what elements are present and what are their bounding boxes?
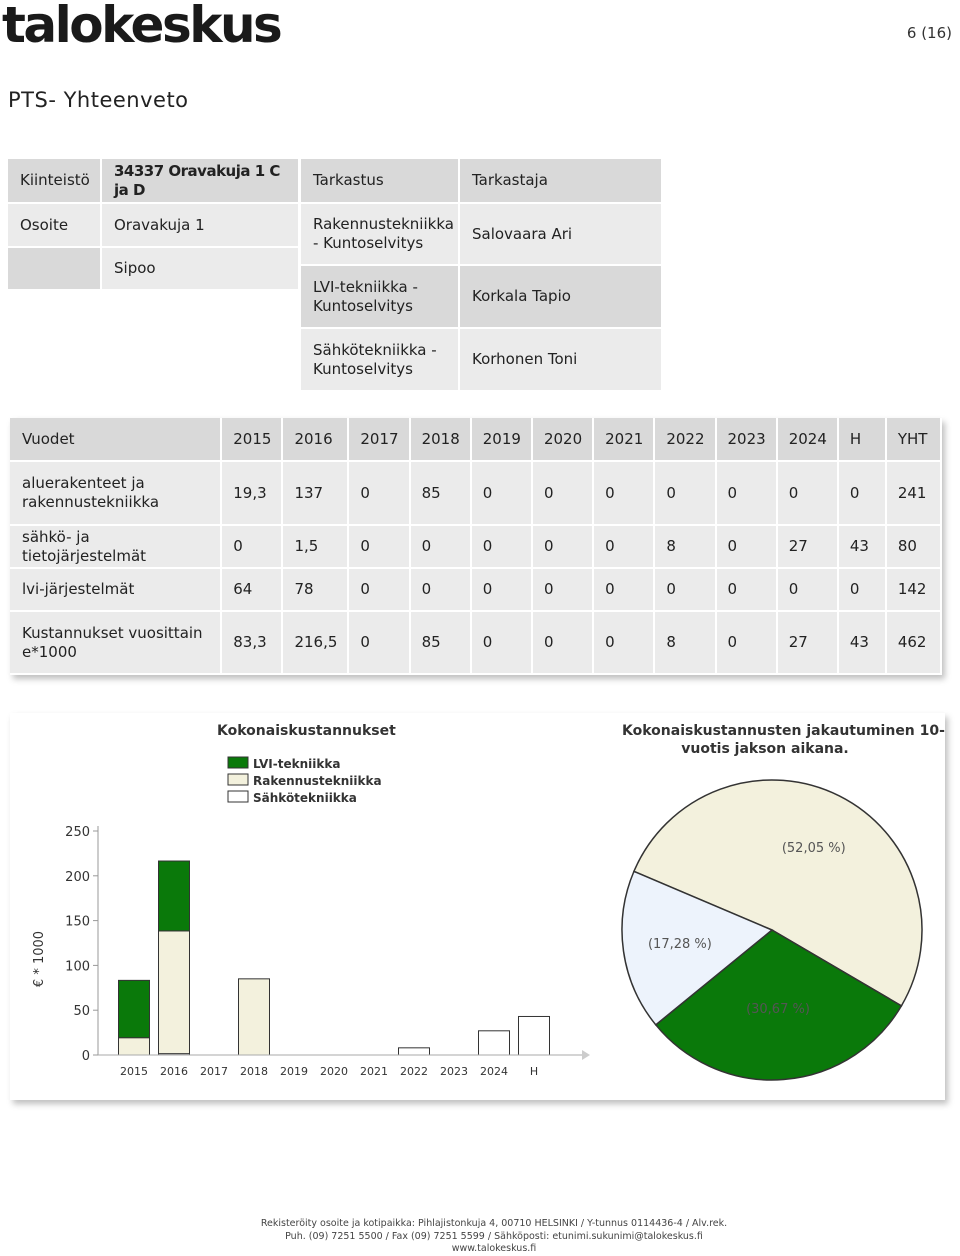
table-row <box>10 612 942 675</box>
inspector-name: Korhonen Toni <box>460 329 661 390</box>
table-cell: 0 <box>222 526 283 569</box>
legend-label: Rakennustekniikka <box>253 774 382 788</box>
x-tick-label: 2019 <box>280 1065 308 1078</box>
table-cell: 43 <box>839 612 887 675</box>
bar-chart-ylabel: € * 1000 <box>32 930 47 988</box>
table-cell: 0 <box>594 569 655 612</box>
table-cell: 0 <box>533 612 594 675</box>
inspector-name: Salovaara Ari <box>460 204 661 264</box>
table-cell: 0 <box>594 462 655 526</box>
kiinteisto-label: Kiinteistö <box>8 159 100 202</box>
table-cell: 0 <box>717 462 778 526</box>
row-label: Kustannukset vuosittain e*1000 <box>10 612 222 675</box>
column-header: 2022 <box>655 418 716 462</box>
charts-svg <box>10 713 945 1100</box>
table-cell: 241 <box>887 462 942 526</box>
column-header-vuodet: Vuodet <box>10 418 222 462</box>
x-tick-label: 2021 <box>360 1065 388 1078</box>
property-info-table <box>8 159 661 390</box>
column-header: 2018 <box>411 418 472 462</box>
table-cell: 216,5 <box>283 612 349 675</box>
table-cell: 0 <box>533 462 594 526</box>
osoite-value: Oravakuja 1 <box>102 204 298 246</box>
y-tick-label: 0 <box>81 1049 90 1064</box>
y-tick-label: 250 <box>65 825 90 840</box>
table-cell: 0 <box>778 569 839 612</box>
table-cell: 0 <box>717 612 778 675</box>
table-cell: 8 <box>655 612 716 675</box>
pie-chart <box>622 780 922 1080</box>
osoite-label: Osoite <box>8 204 100 246</box>
table-cell: 0 <box>778 462 839 526</box>
table-cell: 0 <box>533 526 594 569</box>
y-tick-label: 200 <box>65 869 90 885</box>
table-cell: 78 <box>283 569 349 612</box>
table-cell: 0 <box>349 612 410 675</box>
column-header: YHT <box>887 418 942 462</box>
table-cell: 0 <box>472 569 533 612</box>
column-header: 2015 <box>222 418 283 462</box>
table-cell: 137 <box>283 462 349 526</box>
column-header: 2020 <box>533 418 594 462</box>
pie-slice-label: (52,05 %) <box>781 840 846 856</box>
row-label: aluerakenteet ja rakennustekniikka <box>10 462 222 526</box>
table-cell: 0 <box>594 526 655 569</box>
table-cell: 0 <box>472 462 533 526</box>
bar-chart-bars <box>119 861 550 1055</box>
column-header: 2023 <box>717 418 778 462</box>
table-cell: 27 <box>778 526 839 569</box>
x-tick-label: 2018 <box>240 1065 268 1078</box>
pie-chart-title-line2: vuotis jakson aikana. <box>681 741 849 757</box>
legend-label: Sähkötekniikka <box>253 791 357 805</box>
table-cell: 8 <box>655 526 716 569</box>
inspector-name: Korkala Tapio <box>460 266 661 327</box>
pie-chart-title-line1: Kokonaiskustannusten jakautuminen 10- <box>622 723 945 739</box>
x-tick-label: 2022 <box>400 1065 428 1078</box>
column-header: 2019 <box>472 418 533 462</box>
page-number: 6 (16) <box>906 24 952 42</box>
legend-swatch <box>228 774 248 785</box>
table-cell: 0 <box>411 569 472 612</box>
bar-segment <box>119 1038 150 1055</box>
table-cell: 0 <box>349 462 410 526</box>
city-value: Sipoo <box>102 248 298 289</box>
y-tick-label: 100 <box>65 959 90 975</box>
table-cell: 462 <box>887 612 942 675</box>
page-title: PTS- Yhteenveto <box>8 88 189 112</box>
tarkastus-label: Tarkastus <box>301 159 458 202</box>
table-cell: 43 <box>839 526 887 569</box>
bar-segment <box>119 980 150 1037</box>
footer-line-3: www.talokeskus.fi <box>451 1243 537 1254</box>
table-cell: 0 <box>533 569 594 612</box>
table-cell: 85 <box>411 612 472 675</box>
x-tick-label: 2015 <box>120 1065 148 1078</box>
table-cell: 0 <box>717 526 778 569</box>
table-cell: 0 <box>717 569 778 612</box>
table-cell: 80 <box>887 526 942 569</box>
column-header: 2016 <box>283 418 349 462</box>
table-cell: 83,3 <box>222 612 283 675</box>
legend-swatch <box>228 757 248 768</box>
y-tick-label: 50 <box>73 1004 90 1020</box>
y-tick-label: 150 <box>65 914 90 930</box>
bar-chart-yaxis <box>65 825 98 1064</box>
table-cell: 0 <box>594 612 655 675</box>
table-cell: 0 <box>349 569 410 612</box>
bar-segment <box>479 1031 510 1055</box>
column-header: 2017 <box>349 418 410 462</box>
cost-summary-table <box>10 418 942 675</box>
bar-chart-legend <box>228 757 382 805</box>
table-cell: 0 <box>472 526 533 569</box>
table-cell: 142 <box>887 569 942 612</box>
x-tick-label: 2024 <box>480 1065 508 1078</box>
table-cell: 64 <box>222 569 283 612</box>
pie-slice-label: (30,67 %) <box>746 1001 810 1017</box>
footer-line-2: Puh. (09) 7251 5500 / Fax (09) 7251 5599 / Sähköposti: etunimi.sukunimi@talokeskus.fi <box>285 1230 703 1242</box>
table-cell: 1,5 <box>283 526 349 569</box>
pie-slice-label: (17,28 %) <box>647 937 712 953</box>
charts-panel <box>10 713 945 1100</box>
legend-label: LVI-tekniikka <box>253 757 341 771</box>
table-cell: 0 <box>839 569 887 612</box>
row-label: lvi-järjestelmät <box>10 569 222 612</box>
tarkastaja-label: Tarkastaja <box>460 159 661 202</box>
kiinteisto-value: 34337 Oravakuja 1 C ja D <box>102 159 298 202</box>
footer-line-1: Rekisteröity osoite ja kotipaikka: Pihlajistonkuja 4, 00710 HELSINKI / Y-tunnus 0114436-4 / Alv.rek. <box>260 1218 728 1229</box>
table-header-row <box>10 418 942 462</box>
column-header: 2021 <box>594 418 655 462</box>
column-header: 2024 <box>778 418 839 462</box>
x-tick-label: 2023 <box>440 1065 468 1078</box>
x-axis-arrow <box>582 1050 590 1060</box>
legend-swatch <box>228 791 248 802</box>
table-cell: 0 <box>655 569 716 612</box>
x-tick-label: 2016 <box>160 1065 188 1078</box>
table-cell: 0 <box>349 526 410 569</box>
table-cell: 85 <box>411 462 472 526</box>
bar-chart-title: Kokonaiskustannukset <box>217 723 396 739</box>
footer <box>0 1218 960 1256</box>
table-cell: 0 <box>411 526 472 569</box>
table-cell: 27 <box>778 612 839 675</box>
x-tick-label: 2020 <box>320 1065 348 1078</box>
table-cell: 0 <box>472 612 533 675</box>
table-cell: 19,3 <box>222 462 283 526</box>
row-label: sähkö- ja tietojärjestelmät <box>10 526 222 569</box>
column-header: H <box>839 418 887 462</box>
bar-segment <box>399 1048 430 1055</box>
bar-segment <box>159 931 190 1054</box>
empty-cell <box>8 248 100 289</box>
bar-segment <box>159 861 190 931</box>
x-tick-label: 2017 <box>200 1065 228 1078</box>
inspection-type: Sähkötekniikka - Kuntoselvitys <box>301 329 458 390</box>
bar-segment <box>239 979 270 1055</box>
table-row <box>10 462 942 526</box>
inspection-type: Rakennustekniikka - Kuntoselvitys <box>301 204 458 264</box>
table-cell: 0 <box>839 462 887 526</box>
table-row <box>10 526 942 569</box>
inspection-type: LVI-tekniikka - Kuntoselvitys <box>301 266 458 327</box>
company-logo: talokeskus <box>2 0 281 54</box>
table-row <box>10 569 942 612</box>
x-tick-label: H <box>529 1065 539 1078</box>
bar-segment <box>519 1016 550 1055</box>
table-cell: 0 <box>655 462 716 526</box>
